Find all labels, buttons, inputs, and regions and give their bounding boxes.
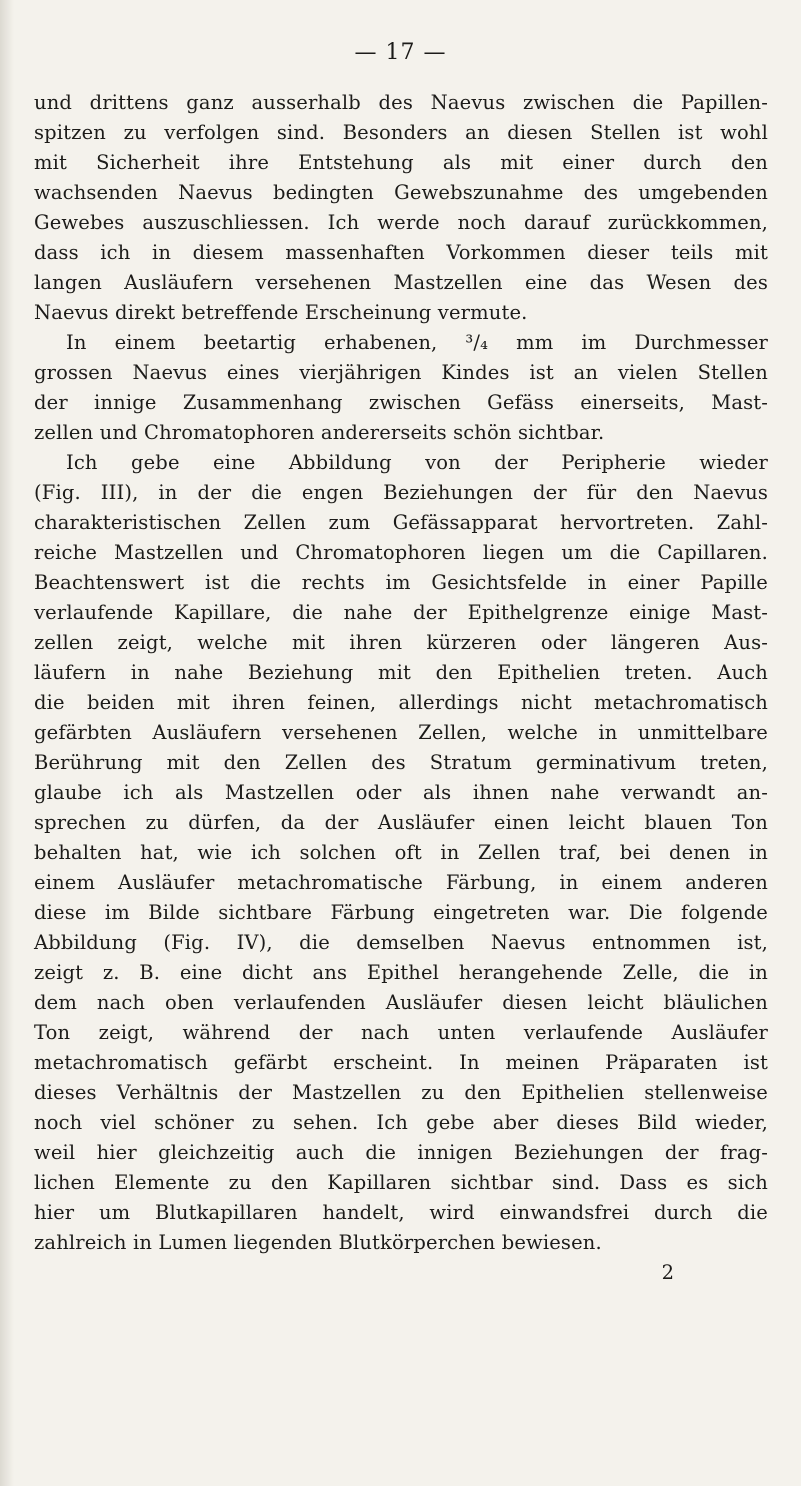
text-line: zellen zeigt, welche mit ihren kürzeren oder längeren Aus-	[34, 631, 768, 654]
text-line: glaube ich als Mastzellen oder als ihnen nahe verwandt an-	[34, 781, 768, 804]
text-line: einem Ausläufer metachromatische Färbung, in einem anderen	[34, 871, 768, 894]
paragraph-end-line: zellen und Chromatophoren andererseits schön sichtbar.	[34, 421, 605, 444]
paragraph-start-line: Ich gebe eine Abbildung von der Peripherie wieder	[66, 451, 768, 474]
paragraph-end-line: Naevus direkt betreffende Erscheinung vermute.	[34, 301, 528, 324]
text-line: dem nach oben verlaufenden Ausläufer diesen leicht bläulichen	[34, 991, 768, 1014]
text-line: Gewebes auszuschliessen. Ich werde noch darauf zurückkommen,	[34, 211, 768, 234]
text-line: langen Ausläufern versehenen Mastzellen eine das Wesen des	[34, 271, 768, 294]
text-line: der innige Zusammenhang zwischen Gefäss einerseits, Mast-	[34, 391, 768, 414]
text-line: behalten hat, wie ich solchen oft in Zellen traf, bei denen in	[34, 841, 768, 864]
text-line: dieses Verhältnis der Mastzellen zu den Epithelien stellenweise	[34, 1081, 768, 1104]
text-line: spitzen zu verfolgen sind. Besonders an diesen Stellen ist wohl	[34, 121, 768, 144]
text-line: läufern in nahe Beziehung mit den Epithelien treten. Auch	[34, 661, 768, 684]
text-line: charakteristischen Zellen zum Gefässapparat hervortreten. Zahl-	[34, 511, 768, 534]
paragraph-start-line: In einem beetartig erhabenen, ³/₄ mm im Durchmesser	[66, 331, 768, 354]
body-text	[34, 88, 768, 1288]
text-line: Beachtenswert ist die rechts im Gesichtsfelde in einer Papille	[34, 571, 768, 594]
binding-gutter-shadow	[0, 0, 14, 1486]
text-line: sprechen zu dürfen, da der Ausläufer einen leicht blauen Ton	[34, 811, 768, 834]
paragraph-end-line: zahlreich in Lumen liegenden Blutkörperchen bewiesen.	[34, 1231, 602, 1254]
page-number-header: — 17 —	[354, 40, 447, 65]
text-line: metachromatisch gefärbt erscheint. In meinen Präparaten ist	[34, 1051, 768, 1074]
text-line: die beiden mit ihren feinen, allerdings nicht metachromatisch	[34, 691, 768, 714]
text-line: noch viel schöner zu sehen. Ich gebe aber dieses Bild wieder,	[34, 1111, 768, 1134]
text-line: mit Sicherheit ihre Entstehung als mit einer durch den	[34, 151, 768, 174]
text-line: wachsenden Naevus bedingten Gewebszunahme des umgebenden	[34, 181, 768, 204]
text-line: verlaufende Kapillare, die nahe der Epithelgrenze einige Mast-	[34, 601, 768, 624]
text-line: Berührung mit den Zellen des Stratum germinativum treten,	[34, 751, 768, 774]
text-line: und drittens ganz ausserhalb des Naevus zwischen die Papillen-	[34, 91, 768, 114]
text-line: Abbildung (Fig. IV), die demselben Naevus entnommen ist,	[34, 931, 768, 954]
text-line: weil hier gleichzeitig auch die innigen Beziehungen der frag-	[34, 1141, 768, 1164]
text-line: lichen Elemente zu den Kapillaren sichtbar sind. Dass es sich	[34, 1171, 768, 1194]
text-line: hier um Blutkapillaren handelt, wird einwandsfrei durch die	[34, 1201, 768, 1224]
text-line: zeigt z. B. eine dicht ans Epithel herangehende Zelle, die in	[34, 961, 768, 984]
text-line: reiche Mastzellen und Chromatophoren liegen um die Capillaren.	[34, 541, 768, 564]
text-line: Ton zeigt, während der nach unten verlaufende Ausläufer	[34, 1021, 768, 1044]
text-line: gefärbten Ausläufern versehenen Zellen, welche in unmittelbare	[34, 721, 768, 744]
signature-mark: 2	[661, 1261, 674, 1284]
text-line: (Fig. III), in der die engen Beziehungen der für den Naevus	[34, 481, 768, 504]
text-line: grossen Naevus eines vierjährigen Kindes ist an vielen Stellen	[34, 361, 768, 384]
text-line: dass ich in diesem massenhaften Vorkommen dieser teils mit	[34, 241, 768, 264]
text-line: diese im Bilde sichtbare Färbung eingetreten war. Die folgende	[34, 901, 768, 924]
